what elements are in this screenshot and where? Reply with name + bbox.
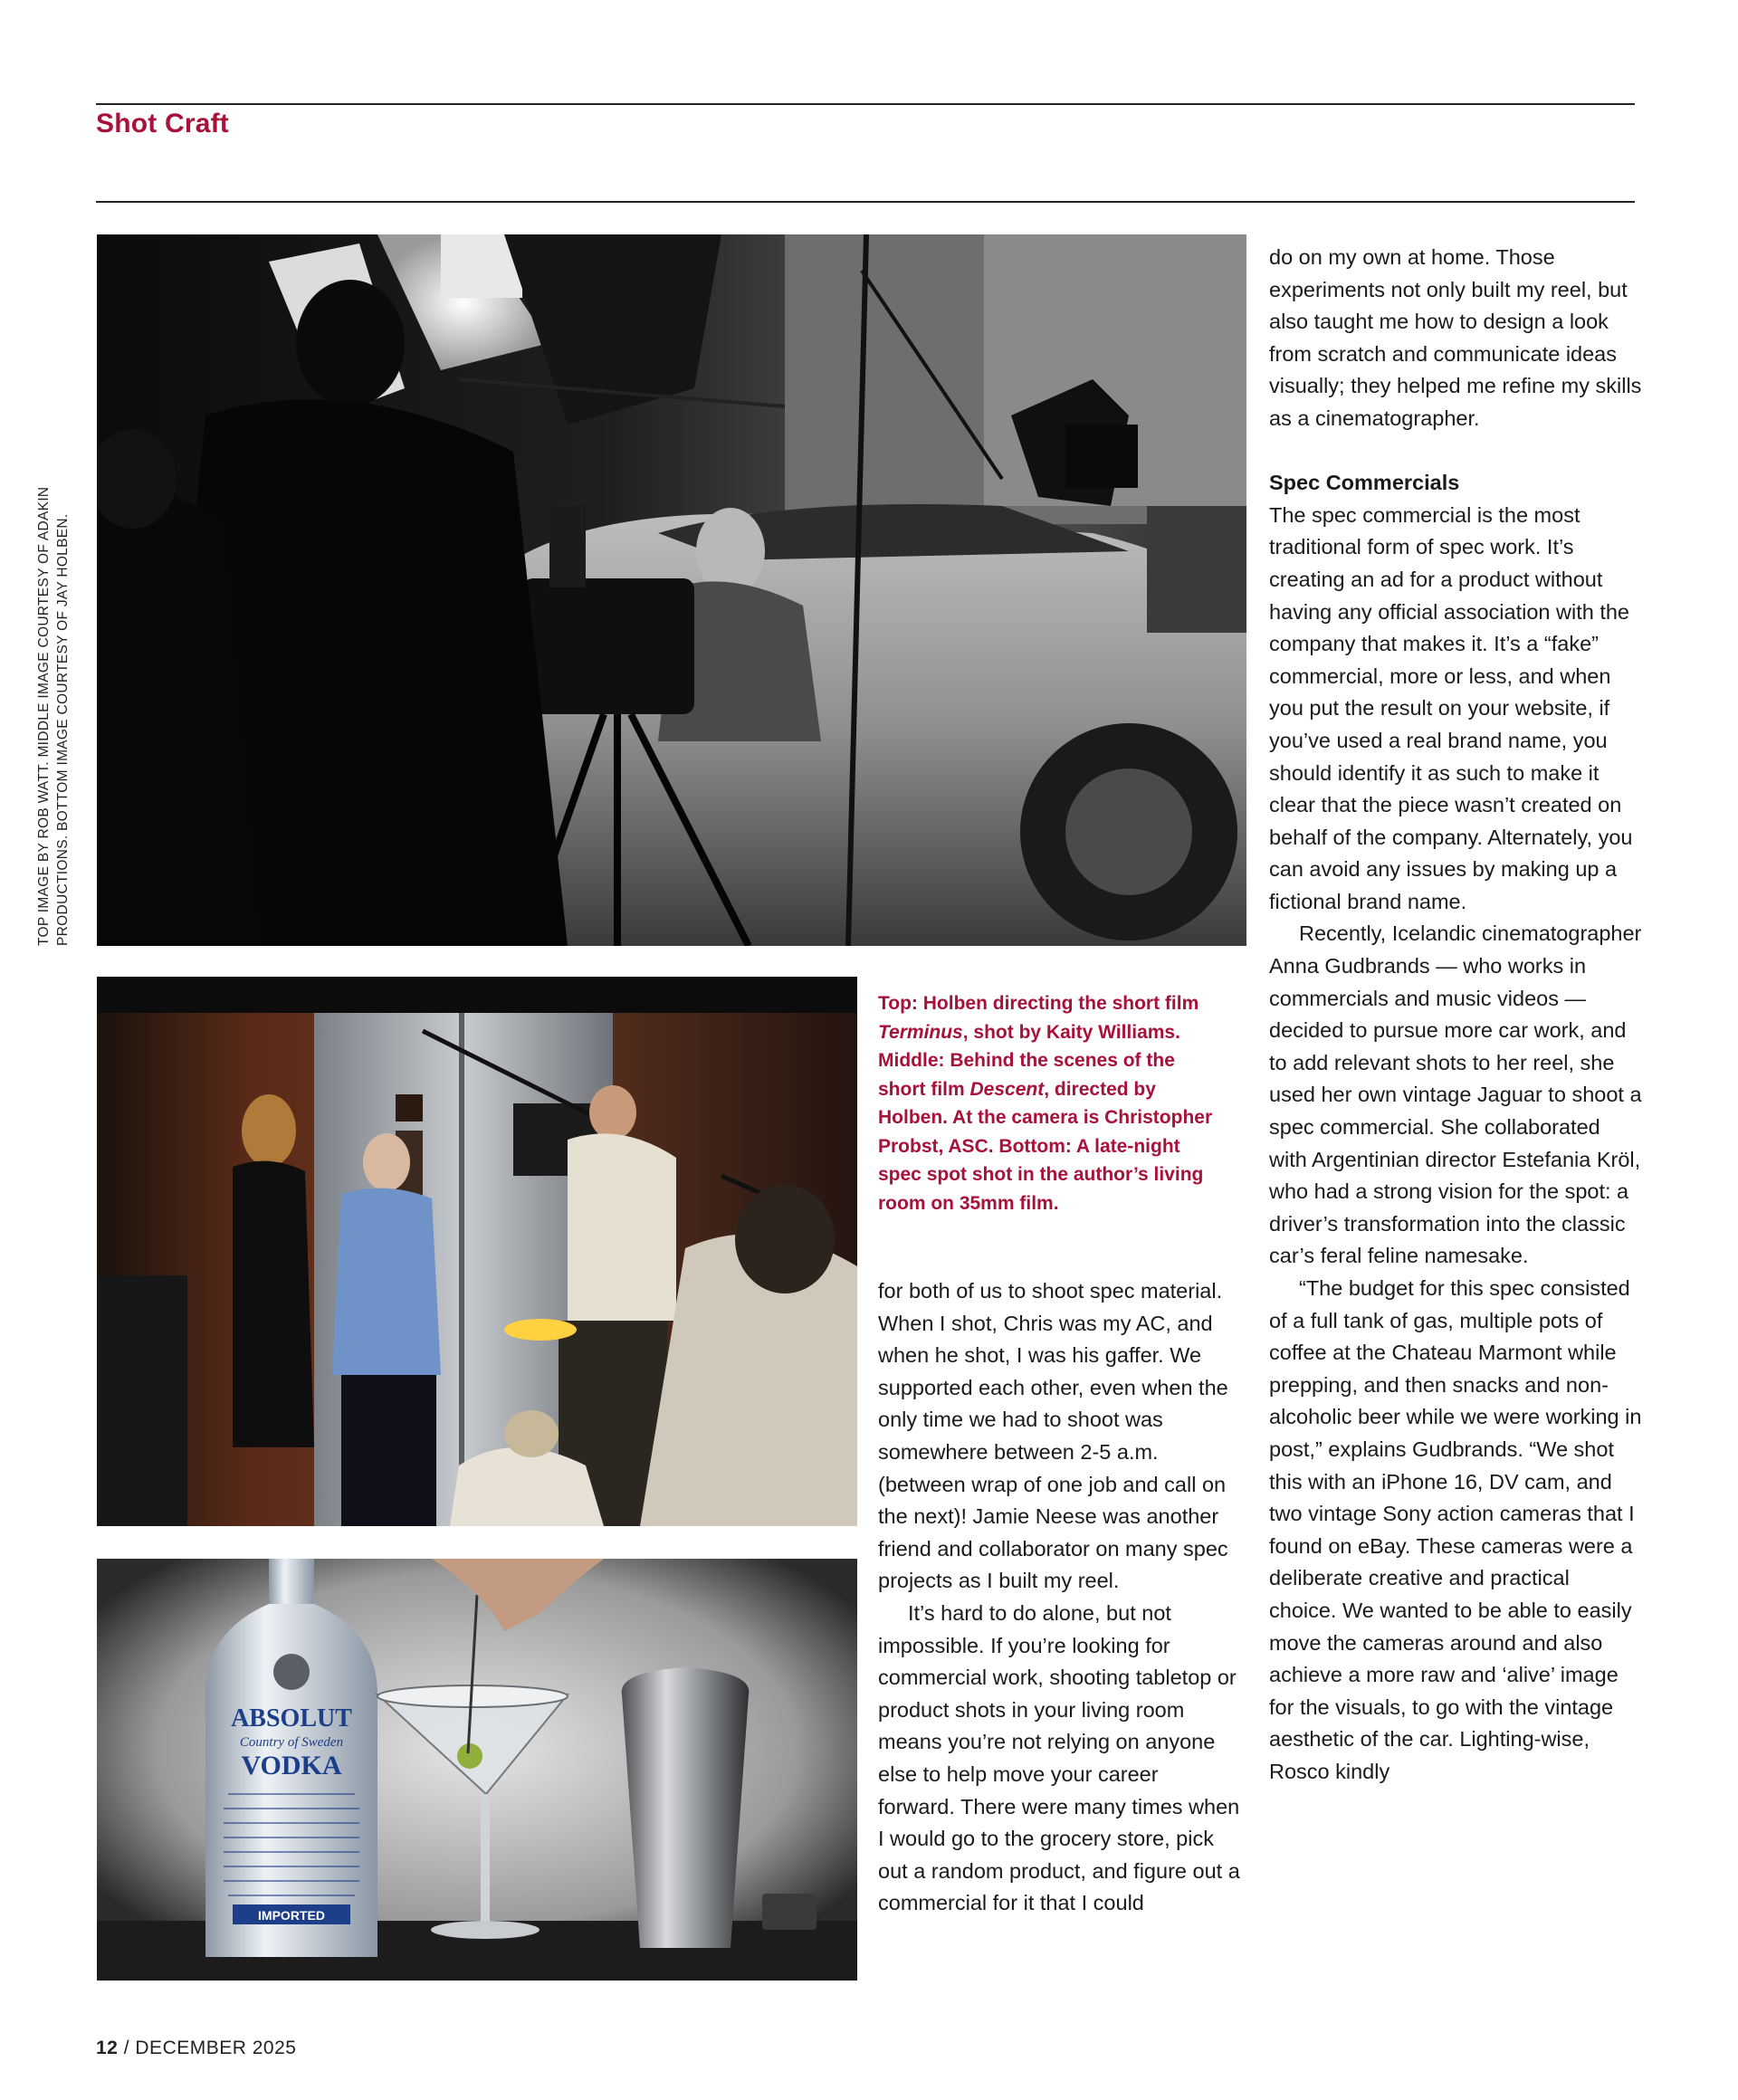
caption-title-terminus: Terminus: [878, 1021, 963, 1043]
photo-bottom-vodka: [97, 1559, 857, 1981]
header-rule-bottom: [96, 201, 1635, 203]
photo-credit: [34, 421, 72, 946]
paragraph-gap: [1269, 435, 1642, 468]
caption-part-1: Top: Holben directing the short film: [878, 993, 1199, 1014]
bottle-sub-text: Country of Sweden: [239, 1735, 344, 1750]
issue-date: DECEMBER 2025: [135, 2038, 297, 2058]
body-paragraph: “The budget for this spec consisted of a full tank of gas, multiple pots of coffee at the Chateau Marmont while prepping, and then snacks and non-alcoholic beer while we were working in post,” explains Gudbrands. “We shot this with an iPhone 16, DV cam, and two vintage Sony action cameras that I found on eBay. These cameras were a deliberate creative and practical choice. We wanted to be able to easily move the cameras around and also achieve a more raw and ‘alive’ image for the visuals, to go with the vintage aesthetic of the car. Lighting-wise, Rosco kindly: [1269, 1276, 1642, 1783]
caption-title-descent: Descent: [969, 1078, 1045, 1100]
bottle-imported-text: IMPORTED: [258, 1908, 325, 1923]
photo-credit-line-1: TOP IMAGE BY ROB WATT. MIDDLE IMAGE COURTESY OF ADAKIN: [36, 486, 52, 946]
photo-middle-svg: [97, 977, 857, 1526]
page-number: 12: [96, 2038, 119, 2058]
photo-top-svg: [97, 234, 1246, 946]
header-rule-top: [96, 103, 1635, 105]
body-paragraph: do on my own at home. Those experiments not only built my reel, but also taught me how to design a look from scratch and communicate ideas visually; they helped me refine my skills as a cinematographer.: [1269, 245, 1642, 430]
caption-part-3: , directed by Holben. At the camera is Christopher Probst, ASC. Bottom: A late-night spec spot shot in the author’s living room on 35mm film.: [878, 1078, 1213, 1214]
body-paragraph: The spec commercial is the most traditional form of spec work. It’s creating an ad for a product without having any official association with the company that makes it. It’s a “fake” commercial, more or less, and when you put the result on your website, if you’ve used a real brand name, you should identify it as such to make it clear that the piece wasn’t created on behalf of the company. Alternately, you can avoid any issues by making up a fictional brand name.: [1269, 502, 1633, 913]
photo-bottom-svg: [97, 1559, 857, 1981]
page-footer: [96, 2038, 296, 2059]
body-paragraph: for both of us to shoot spec material. When I shot, Chris was my AC, and when he shot, I was his gaffer. We supported each other, even when the only time we had to shoot was somewhere between 2-5 a.m. (between wrap of one job and call on the next)! Jamie Neese was another friend and collaborator on many spec projects as I built my reel.: [878, 1279, 1228, 1593]
body-column-right: [1269, 242, 1642, 1789]
bottle-brand-text: ABSOLUT: [231, 1704, 352, 1732]
body-paragraph: Recently, Icelandic cinematographer Anna Gudbrands — who works in commercials and music videos — decided to pursue more car work, and to add relevant shots to her reel, she used her own vintage Jaguar to shoot a spec commercial. She collaborated with Argentinian director Estefania Kröl, who had a strong vision for the spot: a driver’s transformation into the classic car’s feral feline namesake.: [1269, 921, 1642, 1268]
photo-caption: [878, 989, 1222, 1217]
body-column-middle: [878, 1275, 1240, 1920]
footer-separator: /: [123, 2038, 130, 2058]
subhead-spec-commercials: Spec Commercials: [1269, 471, 1460, 495]
bottle-product-text: VODKA: [241, 1751, 342, 1780]
section-label: Shot Craft: [96, 109, 229, 138]
caption-part-2: , shot by Kaity Williams. Middle: Behind the scenes of the short film: [878, 1021, 1180, 1100]
body-paragraph: It’s hard to do alone, but not impossible. If you’re looking for commercial work, shooting tabletop or product shots in your living room means you’re not relying on anyone else to help move your career forward. There were many times when I would go to the grocery store, pick out a random product, and figure out a commercial for it that I could: [878, 1600, 1240, 1915]
photo-middle-elevator: [97, 977, 857, 1526]
photo-credit-line-2: PRODUCTIONS. BOTTOM IMAGE COURTESY OF JAY HOLBEN.: [55, 513, 71, 946]
photo-top-bw-crew: [97, 234, 1246, 946]
